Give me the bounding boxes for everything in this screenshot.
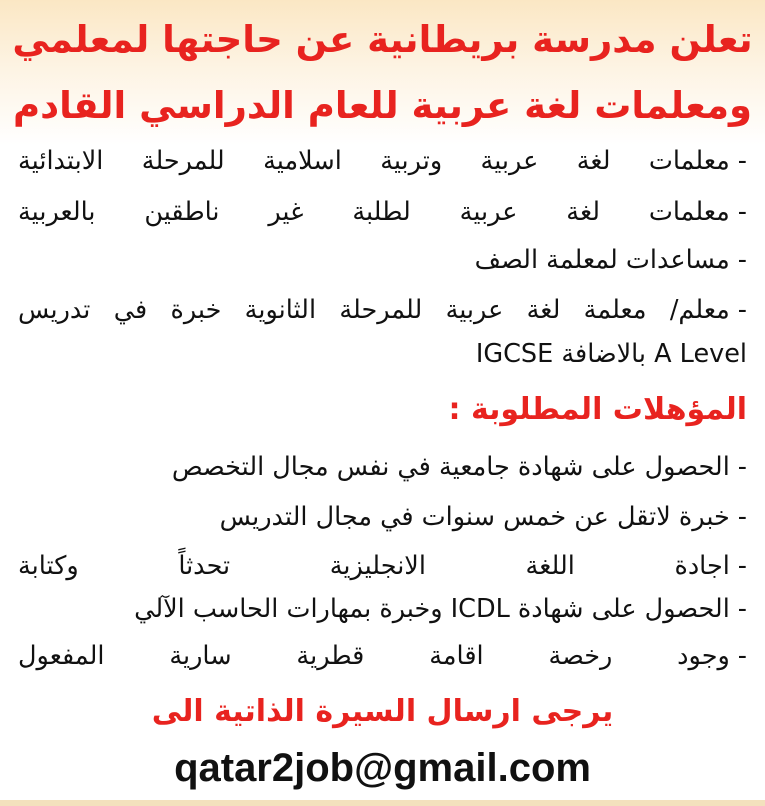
position-item: -معلم/ معلمة لغة عربية للمرحلة الثانوية خبرة في تدريس <box>18 295 747 325</box>
qualification-item: -الحصول على شهادة ICDL وخبرة بمهارات الحاسب الآلي <box>134 594 747 624</box>
bottom-border <box>0 800 765 806</box>
qualification-item: -خبرة لاتقل عن خمس سنوات في مجال التدريس <box>219 502 747 532</box>
position-item: -مساعدات لمعلمة الصف <box>474 245 747 275</box>
position-item-continuation: IGCSE بالاضافة A Level <box>475 339 747 369</box>
send-cv-instruction: يرجى ارسال السيرة الذاتية الى <box>151 694 614 729</box>
contact-email[interactable]: qatar2job@gmail.com <box>174 746 591 790</box>
qualification-item: -وجود رخصة اقامة قطرية سارية المفعول <box>18 641 747 671</box>
qualification-item: -اجادة اللغة الانجليزية تحدثاً وكتابة <box>18 551 747 581</box>
qualifications-title: المؤهلات المطلوبة : <box>448 392 747 427</box>
position-item: -معلمات لغة عربية لطلبة غير ناطقين بالعربية <box>18 197 747 227</box>
headline-line-1: تعلن مدرسة بريطانية عن حاجتها لمعلمي <box>12 18 753 61</box>
qualification-item: -الحصول على شهادة جامعية في نفس مجال التخصص <box>171 452 747 482</box>
position-item: -معلمات لغة عربية وتربية اسلامية للمرحلة الابتدائية <box>18 146 747 176</box>
headline-line-2: ومعلمات لغة عربية للعام الدراسي القادم <box>13 84 752 127</box>
